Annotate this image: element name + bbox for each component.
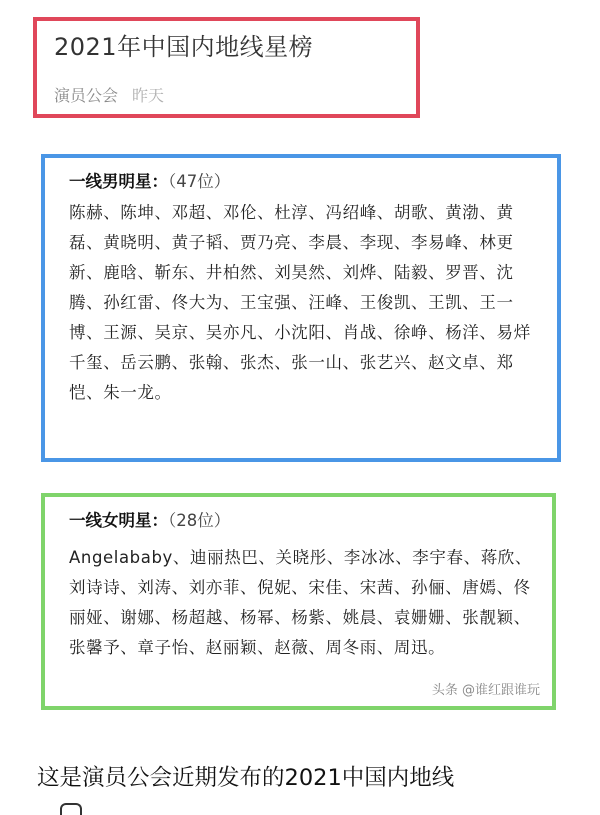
article-source[interactable]: 演员公会 [54,86,119,105]
male-names-list: 陈赫、陈坤、邓超、邓伦、杜淳、冯绍峰、胡歌、黄渤、黄磊、黄晓明、黄子韬、贾乃亮、李晨、李现、李易峰、林更新、鹿晗、靳东、井柏然、刘昊然、刘烨、陆毅、罗晋、沈腾、孙红雷、佟大为、王宝强、汪峰、王俊凯、王凯、王一博、王源、吴京、吴亦凡、小沈阳、肖战、徐峥、杨洋、易烊千玺、岳云鹏、张翰、张杰、张一山、张艺兴、赵文卓、郑恺、朱一龙。 [69,203,531,402]
female-section-heading [69,507,230,531]
article-header-card [33,17,420,118]
female-section-label: 一线女明星： [69,511,168,530]
article-time: 昨天 [132,86,165,105]
female-names-list: Angelababy、迪丽热巴、关晓彤、李冰冰、李宇春、蒋欣、刘诗诗、刘涛、刘亦菲、倪妮、宋佳、宋茜、孙俪、唐嫣、佟丽娅、谢娜、杨超越、杨幂、杨紫、姚晨、袁姗姗、张靓颖、张馨予、章子怡、赵丽颖、赵薇、周冬雨、周迅。 [69,548,532,657]
male-section-heading [69,168,230,192]
female-section-count: （28位） [168,511,231,530]
male-section-count: （47位） [168,172,231,191]
female-stars-section [41,493,556,710]
watermark: 头条 @谁红跟谁玩 [431,683,540,698]
article-meta [54,83,164,106]
post-caption: 这是演员公会近期发布的2021中国内地线 [37,765,455,791]
male-section-label: 一线男明星： [69,172,168,191]
male-stars-section [41,154,561,462]
article-title[interactable]: 2021年中国内地线星榜 [54,33,314,61]
partial-icon[interactable] [60,803,82,815]
